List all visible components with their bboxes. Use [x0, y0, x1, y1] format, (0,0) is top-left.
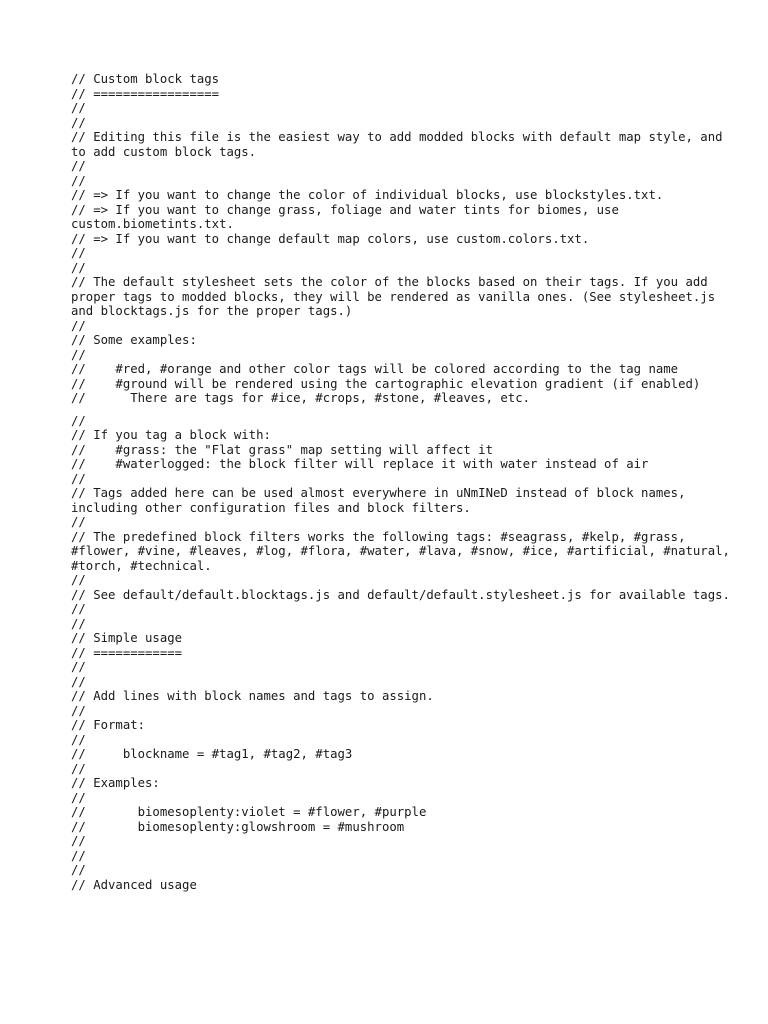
text-line: // Some examples:	[71, 333, 197, 347]
text-line: //	[71, 471, 86, 486]
text-line: //	[71, 848, 86, 863]
text-line: // The default stylesheet sets the color of the blocks based on their tags. If you add proper tags to modded blocks, they will be rendered as vanilla ones. (See stylesheet.js and blocktags.js for the proper tags.)	[71, 275, 723, 318]
text-line: // => If you want to change grass, foliage and water tints for biomes, use custom.biometints.txt.	[71, 202, 627, 231]
text-line: //	[71, 413, 86, 428]
text-line: // Tags added here can be used almost everywhere in uNmINeD instead of block names, including other configuration files and block filters.	[71, 486, 693, 515]
text-line: //	[71, 834, 86, 848]
text-line: //	[71, 159, 86, 173]
text-line: // #waterlogged: the block filter will replace it with water instead of air	[71, 457, 649, 471]
text-line: // The predefined block filters works the following tags: #seagrass, #kelp, #grass, #flower, #vine, #leaves, #log, #flora, #water, #lava, #snow, #ice, #artificial, #natural, #torch, #technical.	[71, 529, 738, 573]
text-line: //	[71, 318, 86, 333]
text-line: //	[71, 660, 86, 674]
text-line: // => If you want to change the color of individual blocks, use blockstyles.txt.	[71, 188, 664, 202]
text-line: // Custom block tags	[71, 72, 220, 86]
text-line	[71, 406, 731, 414]
text-line: //	[71, 703, 86, 718]
text-line: //	[71, 674, 86, 689]
text-line: //	[71, 761, 86, 776]
text-line: // =================	[71, 86, 220, 101]
document-body	[71, 72, 738, 892]
text-line: //	[71, 573, 86, 587]
text-line: // Advanced usage	[71, 877, 197, 892]
text-line: //	[71, 115, 86, 130]
text-line: //	[71, 260, 86, 275]
text-line: // ============	[71, 645, 183, 660]
text-line: // #red, #orange and other color tags will be colored according to the tag name	[71, 362, 679, 376]
text-line: // If you tag a block with:	[71, 428, 271, 442]
text-line: // #ground will be rendered using the cartographic elevation gradient (if enabled)	[71, 376, 701, 391]
text-line: // There are tags for #ice, #crops, #stone, #leaves, etc.	[71, 391, 531, 405]
text-line: // biomesoplenty:glowshroom = #mushroom	[71, 819, 405, 834]
text-line: //	[71, 602, 86, 616]
text-line: // => If you want to change default map colors, use custom.colors.txt.	[71, 231, 590, 246]
text-line: //	[71, 173, 86, 188]
text-line: // #grass: the "Flat grass" map setting will affect it	[71, 442, 493, 457]
text-line: //	[71, 347, 86, 362]
text-line: //	[71, 790, 86, 805]
text-line: // Format:	[71, 718, 146, 732]
text-line: // biomesoplenty:violet = #flower, #purple	[71, 805, 427, 819]
text-line: //	[71, 863, 86, 877]
text-line: // Editing this file is the easiest way to add modded blocks with default map style, and to add custom block tags.	[71, 130, 730, 159]
text-line: //	[71, 616, 86, 631]
text-line: // blockname = #tag1, #tag2, #tag3	[71, 747, 353, 761]
text-line: //	[71, 732, 86, 747]
text-line: //	[71, 515, 86, 529]
text-line: // See default/default.blocktags.js and default/default.stylesheet.js for available tags.	[71, 587, 730, 602]
text-line: // Add lines with block names and tags to assign.	[71, 689, 434, 703]
text-line: //	[71, 246, 86, 260]
text-line: // Examples:	[71, 776, 160, 790]
text-line: //	[71, 101, 86, 115]
text-line: // Simple usage	[71, 631, 183, 645]
